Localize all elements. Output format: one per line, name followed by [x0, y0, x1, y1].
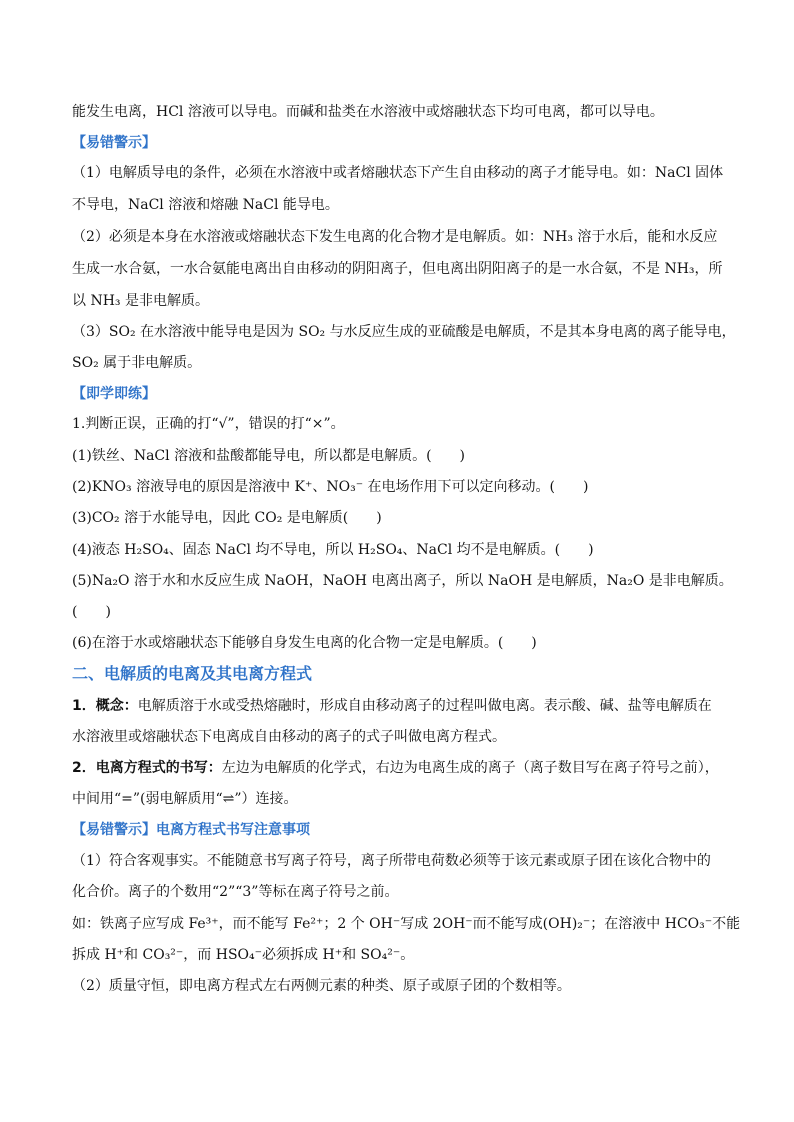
question-item: (4)液态 H₂SO₄、固态 NaCl 均不导电，所以 H₂SO₄、NaCl 均不是电解质。( ) [72, 542, 594, 558]
section-label-notes: 【易错警示】电离方程式书写注意事项 [72, 822, 310, 838]
question-stem: 1.判断正误，正确的打“√”，错误的打“×”。 [72, 416, 345, 432]
paragraph-line: SO₂ 属于非电解质。 [72, 355, 202, 371]
section-label-common-mistakes: 【易错警示】 [72, 135, 156, 151]
paragraph-line: （2）必须是本身在水溶液或熔融状态下发生电离的化合物才是电解质。如：NH₃ 溶于水后，能和水反应 [72, 229, 718, 245]
paragraph-line: 拆成 H⁺和 CO₃²⁻，而 HSO₄⁻必须拆成 H⁺和 SO₄²⁻。 [72, 947, 415, 963]
term-label: 1．概念： [72, 698, 138, 714]
paragraph-line: 以 NH₃ 是非电解质。 [72, 293, 209, 309]
paragraph-line: （2）质量守恒，即电离方程式左右两侧元素的种类、原子或原子团的个数相等。 [72, 978, 571, 994]
term-label: 2．电离方程式的书写： [72, 760, 222, 776]
paragraph-line [72, 758, 719, 778]
question-item-continued: ( ) [72, 604, 111, 620]
paragraph-line: （1）电解质导电的条件，必须在水溶液中或者熔融状态下产生自由移动的离子才能导电。如：NaCl 固体 [72, 165, 724, 181]
question-item: (6)在溶于水或熔融状态下能够自身发生电离的化合物一定是电解质。( ) [72, 635, 537, 651]
paragraph-line: （1）符合客观事实。不能随意书写离子符号，离子所带电荷数必须等于该元素或原子团在该化合物中的 [72, 853, 711, 869]
question-item: (2)KNO₃ 溶液导电的原因是溶液中 K⁺、NO₃⁻ 在电场作用下可以定向移动。( ) [72, 479, 589, 495]
term-definition: 左边为电解质的化学式，右边为电离生成的离子（离子数目写在离子符号之前）， [221, 760, 719, 776]
question-item: (1)铁丝、NaCl 溶液和盐酸都能导电，所以都是电解质。( ) [72, 448, 465, 464]
term-definition: 电解质溶于水或受热熔融时，形成自由移动离子的过程叫做电离。表示酸、碱、盐等电解质在 [137, 698, 712, 714]
paragraph-line [72, 696, 712, 716]
paragraph-line: 化合价。离子的个数用“2”“3”等标在离子符号之前。 [72, 884, 399, 900]
section-label-practice: 【即学即练】 [72, 386, 156, 402]
paragraph-line: 中间用“=”(弱电解质用“⇌”）连接。 [72, 791, 298, 807]
section-heading: 二、电解质的电离及其电离方程式 [72, 664, 313, 683]
question-item: (5)Na₂O 溶于水和水反应生成 NaOH，NaOH 电离出离子，所以 NaOH 是电解质，Na₂O 是非电解质。 [72, 573, 733, 589]
paragraph-line: 能发生电离，HCl 溶液可以导电。而碱和盐类在水溶液中或熔融状态下均可电离，都可以导电。 [72, 104, 664, 120]
paragraph-line: 不导电，NaCl 溶液和熔融 NaCl 能导电。 [72, 197, 339, 213]
paragraph-line: 如：铁离子应写成 Fe³⁺，而不能写 Fe²⁺；2 个 OH⁻写成 2OH⁻而不能写成(OH)₂⁻；在溶液中 HCO₃⁻不能 [72, 916, 741, 932]
paragraph-line: （3）SO₂ 在水溶液中能导电是因为 SO₂ 与水反应生成的亚硫酸是电解质，不是其本身电离的离子能导电， [72, 324, 736, 340]
paragraph-line: 水溶液里或熔融状态下电离成自由移动的离子的式子叫做电离方程式。 [72, 729, 506, 745]
question-item: (3)CO₂ 溶于水能导电，因此 CO₂ 是电解质( ) [72, 510, 382, 526]
paragraph-line: 生成一水合氨，一水合氨能电离出自由移动的阴阳离子，但电离出阴阳离子的是一水合氨，不是 NH₃，所 [72, 261, 723, 277]
